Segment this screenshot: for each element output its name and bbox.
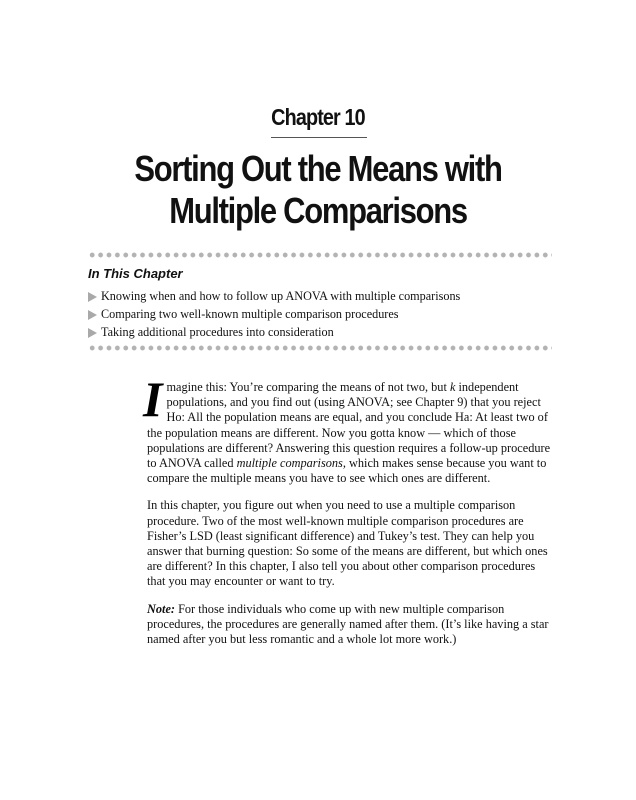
arrow-bullet-icon: [88, 328, 97, 338]
paragraph-note: Note: For those individuals who come up with new multiple comparison procedures, the procedures are generally named after them. (It’s like having a star named after you but less romantic and a whole lot more work.): [147, 601, 549, 647]
arrow-bullet-icon: [88, 310, 97, 320]
paragraph-intro: Imagine this: You’re comparing the means of not two, but k independent populations, and you find out (using ANOVA; see Chapter 9) that you reject Ho: All the population means are equal, and you conclude Ha: At least two of the population means are different. Now you gotta know — which of those populations are different? Answering this question requires a follow-up procedure to ANOVA called multiple comparisons, which makes sense because you want to compare the multiple means you have to see which ones are different.: [143, 371, 551, 486]
term-multiple-comparisons: multiple comparisons,: [236, 456, 346, 471]
paragraph-chapter-overview: In this chapter, you figure out when you need to use a multiple comparison procedure. Two of the most well-known multiple comparison procedures are Fisher’s LSD (least significant difference) and Tukey’s test. They can help you answer that burning question: So some of the means are different, but which ones are different? In this chapter, I also tell you about other comparison procedures that you may encounter or want to try.: [147, 498, 548, 589]
in-this-chapter-heading: In This Chapter: [88, 266, 183, 281]
in-this-chapter-list: [88, 288, 460, 342]
list-item: Comparing two well-known multiple comparison procedures: [88, 306, 460, 324]
variable-k: k: [449, 380, 456, 394]
arrow-bullet-icon: [88, 292, 97, 302]
chapter-title-line-1: Sorting Out the Means with: [134, 148, 502, 189]
chapter-label-underline: [271, 137, 367, 138]
list-item: Knowing when and how to follow up ANOVA with multiple comparisons: [88, 288, 460, 306]
chapter-title: [0, 148, 636, 232]
note-label: Note:: [147, 601, 175, 616]
chapter-title-line-2: Multiple Comparisons: [169, 190, 467, 231]
chapter-label: Chapter 10: [271, 104, 365, 130]
dotted-divider-top: [88, 252, 552, 258]
drop-cap: I: [143, 371, 163, 427]
list-item: Taking additional procedures into consideration: [88, 324, 460, 342]
body-text: [143, 371, 552, 659]
dotted-divider-bottom: [88, 345, 552, 351]
